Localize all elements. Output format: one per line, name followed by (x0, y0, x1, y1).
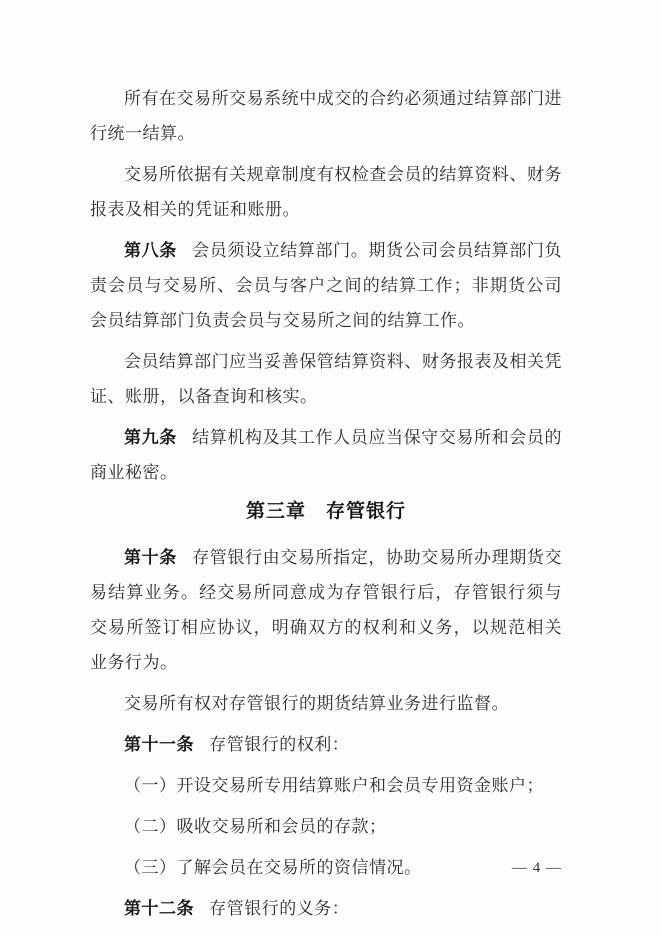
paragraph-text: 交易所有权对存管银行的期货结算业务进行监督。 (124, 694, 509, 713)
article-number: 第十条 (124, 548, 177, 567)
page-number: — 4 — (512, 860, 562, 876)
paragraph (90, 344, 562, 414)
paragraph-text: 存管银行由交易所指定，协助交易所办理期货交易结算业务。经交易所同意成为存管银行后，存管银行须与交易所签订相应协议，明确双方的权利和义务，以规范相关业务行为。 (90, 548, 563, 672)
paragraph-text: 存管银行的义务： (209, 899, 350, 918)
paragraph-text: （一）开设交易所专用结算账户和会员专用资金账户； (124, 776, 544, 795)
paragraph-text: 存管银行的权利： (209, 735, 350, 754)
paragraph-text: 结算机构及其工作人员应当保守交易所和会员的商业秘密。 (90, 428, 563, 482)
chapter-heading: 第三章 存管银行 (245, 501, 406, 522)
list-item-1 (90, 768, 562, 803)
article-number: 第八条 (124, 241, 177, 260)
paragraph-text: （二）吸收交易所和会员的存款； (124, 817, 387, 836)
paragraph (90, 157, 562, 227)
paragraph-article-11 (90, 727, 562, 762)
paragraph-article-12 (90, 891, 562, 926)
article-number: 第十一条 (124, 735, 194, 754)
paragraph-text: 所有在交易所交易系统中成交的合约必须通过结算部门进行统一结算。 (90, 89, 562, 143)
paragraph-text: 交易所依据有关规章制度有权检查会员的结算资料、财务报表及相关的凭证和账册。 (90, 165, 562, 219)
paragraph-article-10 (90, 540, 562, 680)
article-number: 第九条 (124, 428, 177, 447)
article-number: 第十二条 (124, 899, 194, 918)
list-item-3 (90, 850, 562, 885)
paragraph-article-9 (90, 420, 562, 490)
list-item-2 (90, 809, 562, 844)
paragraph (90, 686, 562, 721)
paragraph-text: 会员须设立结算部门。期货公司会员结算部门负责会员与交易所、会员与客户之间的结算工作；非期货公司会员结算部门负责会员与交易所之间的结算工作。 (90, 241, 563, 330)
paragraph (90, 81, 562, 151)
paragraph-article-8 (90, 233, 562, 338)
paragraph-text: （三）了解会员在交易所的资信情况。 (124, 858, 422, 877)
paragraph-text: 会员结算部门应当妥善保管结算资料、财务报表及相关凭证、账册，以备查询和核实。 (90, 352, 562, 406)
